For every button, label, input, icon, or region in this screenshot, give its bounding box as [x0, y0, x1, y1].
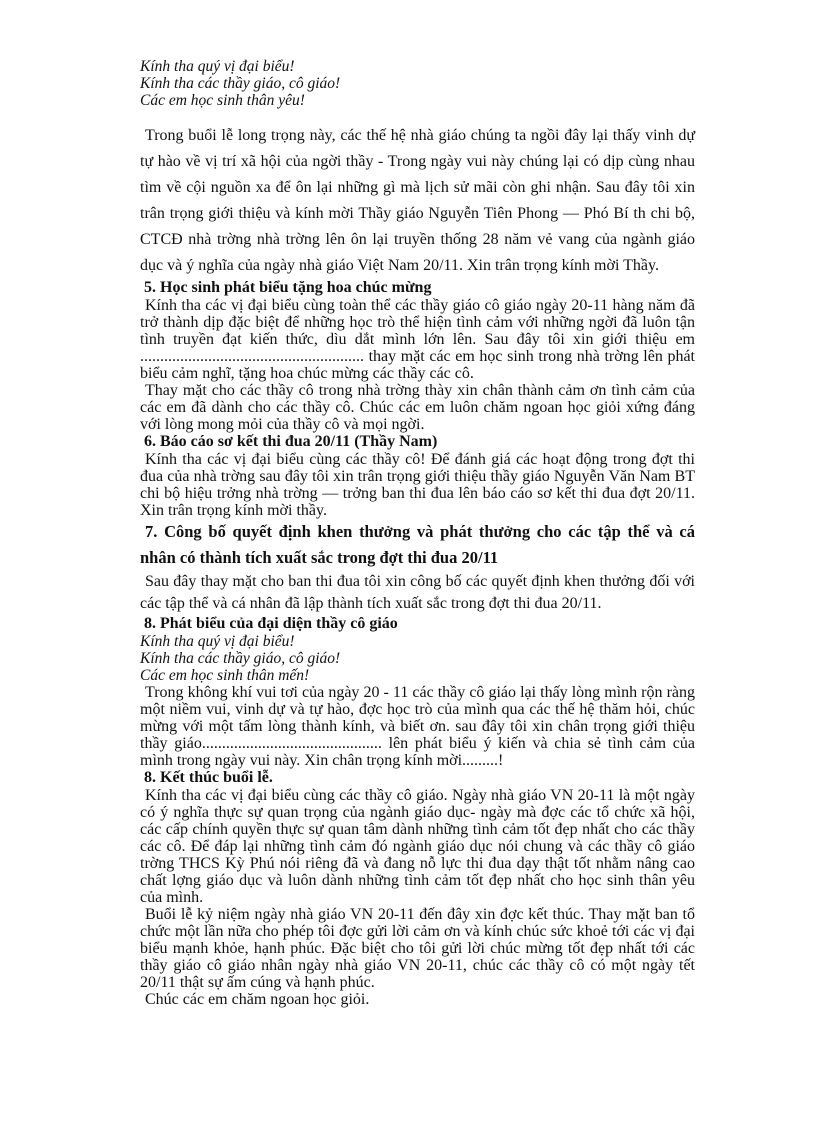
section-6-paragraph-1: Kính tha các vị đại biểu cùng các thầy cô! Để đánh giá các hoạt động trong đợt thi đua của nhà trờng sau đây tôi xin trân trọng giới thiệu thầy giáo Nguyễn Văn Nam BT chi bộ hiệu trởng nhà trờng — trởng ban thi đua lên báo cáo sơ kết thi đua đợt 20/11. Xin trân trọng kính mời thầy.	[140, 451, 695, 519]
greeting-line: Các em học sinh thân mến!	[140, 667, 310, 684]
greeting-line: Kính tha các thầy giáo, cô giáo!	[140, 75, 341, 92]
teacher-greeting	[140, 633, 695, 684]
section-8-heading: 8. Phát biểu của đại diện thầy cô giáo	[144, 615, 398, 632]
closing-heading: 8. Kết thúc buổi lễ.	[144, 769, 273, 786]
section-7-paragraph-1: Sau đây thay mặt cho ban thi đua tôi xin công bố các quyết định khen thưởng đối với các tập thể và cá nhân đã lập thành tích xuất sắc trong đợt thi đua 20/11.	[140, 573, 695, 612]
document-body	[140, 58, 695, 1008]
closing-paragraph-2: Buổi lễ kỷ niệm ngày nhà giáo VN 20-11 đến đây xin đợc kết thúc. Thay mặt ban tổ chức một lần nữa cho phép tôi đợc gửi lời cảm ơn và kính chúc sức khoẻ tới các vị đại biểu mạnh khỏe, hạnh phúc. Đặc biệt cho tôi gửi lời chúc mừng tốt đẹp nhất tới các thầy giáo cô giáo nhân ngày nhà giáo VN 20-11, chúc các thầy cô có một ngày tết 20/11 thật sự ấm cúng và hạnh phúc.	[140, 906, 695, 991]
intro-paragraph: Trong buổi lễ long trọng này, các thế hệ nhà giáo chúng ta ngồi đây lại thấy vinh dự tự hào về vị trí xã hội của ngời thầy - Trong ngày vui này chúng lại có dịp cùng nhau tìm về cội nguồn xa để ôn lại những gì mà lịch sử mãi còn ghi nhận. Sau đây tôi xin trân trọng giới thiệu và kính mời Thầy giáo Nguyễn Tiên Phong — Phó Bí th chi bộ, CTCĐ nhà trờng nhà trờng lên ôn lại truyền thống 28 năm vẻ vang của ngành giáo dục và ý nghĩa của ngày nhà giáo Việt Nam 20/11. Xin trân trọng kính mời Thầy.	[140, 127, 695, 274]
section-5-paragraph-1: Kính tha các vị đại biểu cùng toàn thể các thầy giáo cô giáo ngày 20-11 hàng năm đã trở thành dịp đặc biệt để những học trò thể hiện tình cảm với những ngời đã luôn tận tình truyền đạt kiến thức, dìu dắt mình lớn lên. Sau đây tôi xin giới thiệu em ........................................................ thay mặt các em học sinh trong nhà trờng lên phát biểu cảm nghĩ, tặng hoa chúc mừng các thầy các cô.	[140, 297, 695, 382]
greeting-line: Kính tha quý vị đại biểu!	[140, 58, 295, 75]
closing-paragraph-3: Chúc các em chăm ngoan học giỏi.	[145, 991, 370, 1008]
greeting-line: Các em học sinh thân yêu!	[140, 92, 305, 109]
section-8-paragraph-1: Trong không khí vui tơi của ngày 20 - 11 các thầy cô giáo lại thấy lòng mình rộn ràng một niềm vui, vinh dự và tự hào, đợc học trò của mình qua các thế hệ thăm hỏi, chúc mừng với một tấm lòng thành kính, và biết ơn. sau đây tôi xin chân trọng giới thiệu thầy giáo............................................. lên phát biểu ý kiến và chia sẻ tình cảm của mình trong ngày vui này. Xin chân trọng kính mời.........!	[140, 684, 695, 769]
greeting-line: Kính tha quý vị đại biểu!	[140, 633, 295, 650]
section-5-paragraph-2: Thay mặt cho các thầy cô trong nhà trờng thày xin chân thành cảm ơn tình cảm của các em đã dành cho các thầy cô. Chúc các em luôn chăm ngoan học giỏi xứng đáng với lòng mong mỏi của thầy cô và mọi ngời.	[140, 382, 695, 433]
section-5-heading: 5. Học sinh phát biểu tặng hoa chúc mừng	[144, 279, 432, 296]
greeting-line: Kính tha các thầy giáo, cô giáo!	[140, 650, 341, 667]
opening-greeting	[140, 58, 695, 109]
section-7-heading: 7. Công bố quyết định khen thưởng và phát thưởng cho các tập thể và cá nhân có thành tích xuất sắc trong đợt thi đua 20/11	[140, 522, 695, 567]
section-6-heading: 6. Báo cáo sơ kết thi đua 20/11 (Thầy Nam)	[144, 433, 438, 450]
closing-paragraph-1: Kính tha các vị đại biểu cùng các thầy cô giáo. Ngày nhà giáo VN 20-11 là một ngày có ý nghĩa thực sự quan trọng của ngành giáo dục- ngày mà đợc các tổ chức xã hội, các cấp chính quyền thực sự quan tâm dành những tình cảm tốt đẹp nhất cho các thầy các cô. Để đáp lại những tình cảm đó ngành giáo dục nói chung và các thầy cô giáo trờng THCS Kỳ Phú nói riêng đã và đang nỗ lực thi đua dạy thật tốt nhằm nâng cao chất lợng giáo dục và luôn dành những tình cảm tốt đẹp nhất cho học sinh thân yêu của mình.	[140, 787, 695, 906]
